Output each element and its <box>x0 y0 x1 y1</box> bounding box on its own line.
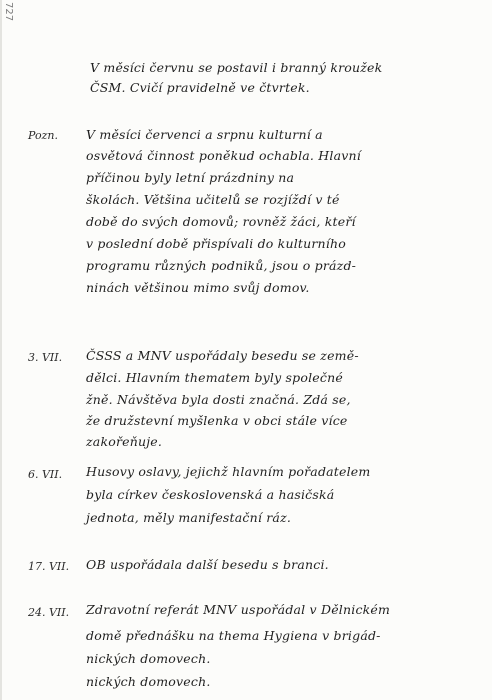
entry-line: ninách většinou mimo svůj domov. <box>86 280 310 295</box>
entry-date: 17. VII. <box>28 560 70 573</box>
page-number: 727 <box>3 2 14 22</box>
entry-line: ČSM. Cvičí pravidelně ve čtvrtek. <box>90 80 310 95</box>
entry-date: Pozn. <box>28 129 58 142</box>
entry-line: Husovy oslavy, jejichž hlavním pořadatelem <box>86 464 371 479</box>
entry-line: příčinou byly letní prázdniny na <box>86 170 295 185</box>
entry-line: žně. Návštěva byla dosti značná. Zdá se, <box>86 392 351 407</box>
entry-line: že družstevní myšlenka v obci stále více <box>86 413 348 428</box>
entry-line: ČSSS a MNV uspořádaly besedu se země- <box>86 348 359 363</box>
entry-line: Zdravotní referát MNV uspořádal v Dělnickém <box>86 602 391 617</box>
entry-line: domě přednášku na thema Hygiena v brigád- <box>86 628 381 643</box>
entry-line: jednota, měly manifestační ráz. <box>86 510 292 525</box>
entry-line: V měsíci červenci a srpnu kulturní a <box>86 127 323 142</box>
entry-line: OB uspořádala další besedu s branci. <box>86 557 329 572</box>
entry-line: nických domovech. <box>86 651 211 666</box>
entry-line: dělci. Hlavním thematem byly společné <box>86 370 343 385</box>
entry-line: byla církev československá a hasičská <box>86 487 335 502</box>
entry-line: nických domovech. <box>86 674 211 689</box>
entry-line: době do svých domovů; rovněž žáci, kteří <box>86 214 356 229</box>
page-edge <box>0 0 2 700</box>
entry-line: zakořeňuje. <box>86 434 163 449</box>
entry-line: v poslední době přispívali do kulturního <box>86 236 346 251</box>
entry-date: 6. VII. <box>28 468 63 481</box>
entry-date: 24. VII. <box>28 606 70 619</box>
entry-line: programu různých podniků, jsou o prázd- <box>86 258 357 273</box>
entry-line: školách. Většina učitelů se rozjíždí v té <box>86 192 340 207</box>
entry-line: osvětová činnost poněkud ochabla. Hlavní <box>86 148 361 163</box>
entry-date: 3. VII. <box>28 351 63 364</box>
entry-line: V měsíci červnu se postavil i branný kroužek <box>90 60 383 75</box>
